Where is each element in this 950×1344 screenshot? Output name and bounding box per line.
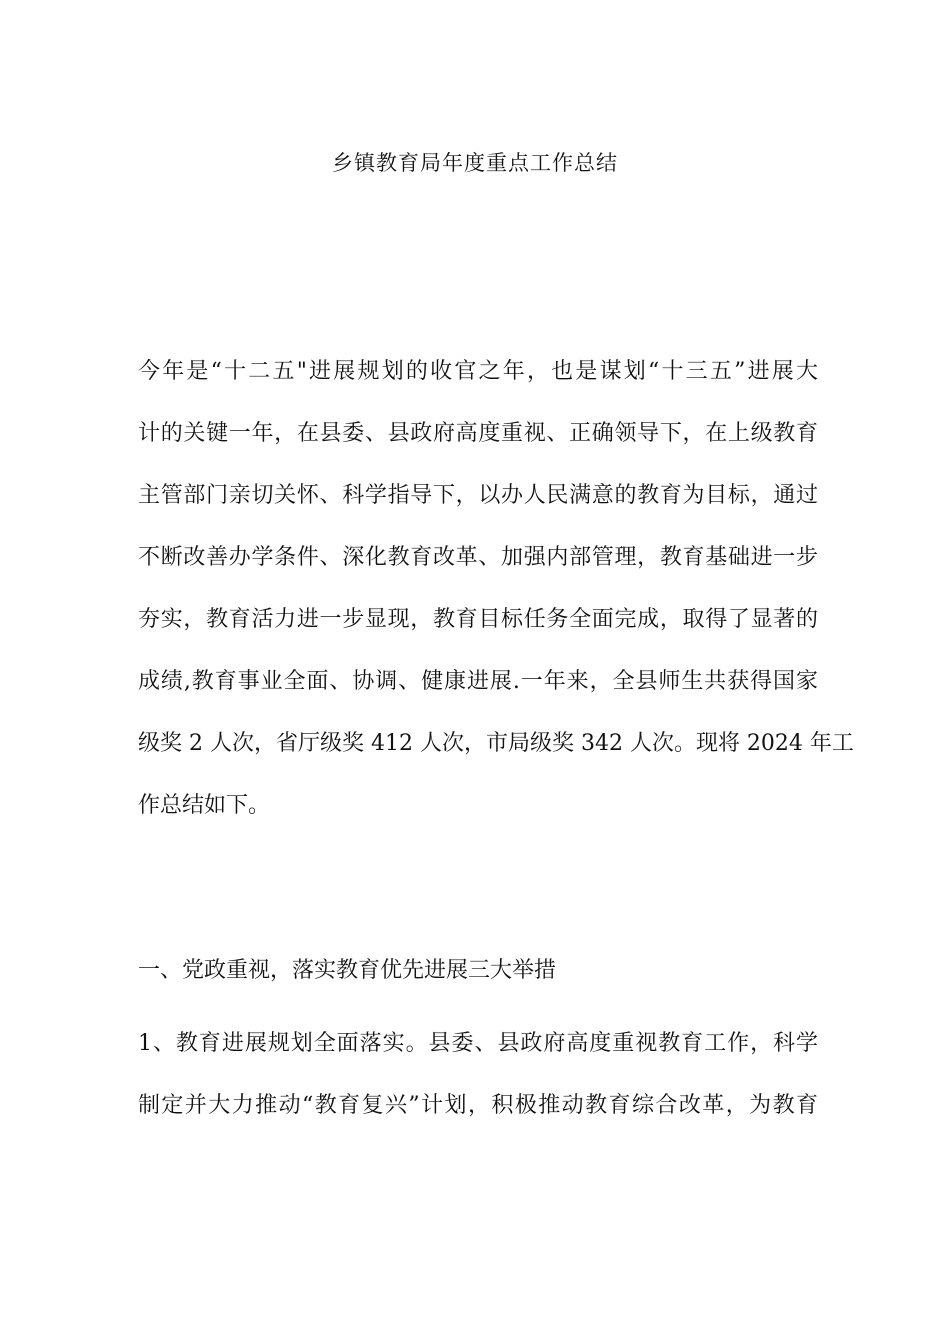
section-paragraph [138,1013,818,1137]
paragraph-line: 不断改善办学条件、深化教育改革、加强内部管理，教育基础进一步 [138,545,818,570]
paragraph-line: 级奖 2 人次，省厅级奖 412 人次，市局级奖 342 人次。现将 2024 年工 [138,731,854,756]
section-heading-text: 一、党政重视，落实教育优先进展三大举措 [138,958,557,983]
paragraph-line: 今年是“十二五"进展规划的收官之年，也是谋划“十三五”进展大 [138,359,818,384]
paragraph-line: 制定并大力推动“教育复兴”计划，积极推动教育综合改革，为教育 [138,1093,818,1118]
paragraph-line: 夯实，教育活力进一步显现，教育目标任务全面完成，取得了显著的 [138,607,818,632]
document-title: 乡镇教育局年度重点工作总结 [332,151,618,175]
paragraph-line: 计的关键一年，在县委、县政府高度重视、正确领导下，在上级教育 [138,421,818,446]
section-heading [138,940,818,1002]
paragraph-line: 作总结如下。 [138,793,271,818]
intro-paragraph [138,341,854,837]
paragraph-line: 成绩,教育事业全面、协调、健康进展.一年来，全县师生共获得国家 [138,669,818,694]
paragraph-line: 主管部门亲切关怀、科学指导下，以办人民满意的教育为目标，通过 [138,483,818,508]
paragraph-line: 1、教育进展规划全面落实。县委、县政府高度重视教育工作，科学 [138,1031,818,1056]
